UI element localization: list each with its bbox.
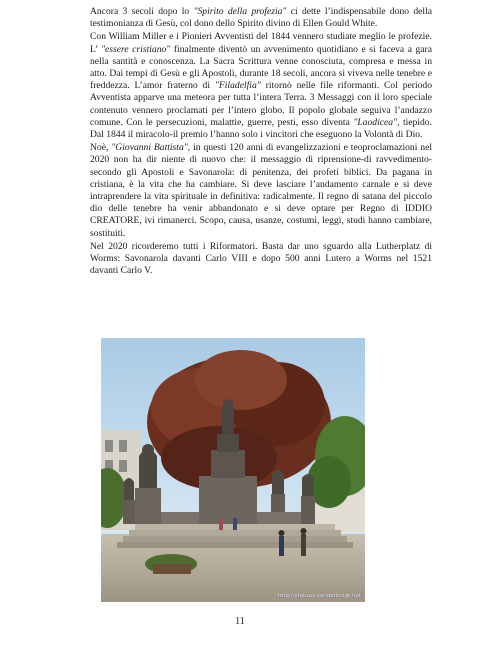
text-run: Ancora 3 secoli dopo lo (90, 6, 194, 17)
italic-quote: "Giovanni Battista" (111, 142, 188, 154)
text-run: Nel 2020 ricorderemo tutti i Riformatori. Basta dar uno sguardo alla Lutherplatz di Worms: Savonarola davanti Carlo VIII e dopo 500 anni Lutero a Worms nel 1521 davanti Carlo V. (90, 240, 432, 277)
paragraph (90, 31, 432, 141)
page-number: 11 (235, 616, 245, 627)
paragraph (90, 6, 432, 30)
text-run: , tiepido. Dal 1844 il miracolo-il premio l’hanno solo i vincitori che eseguono la Volontà di Dio. (90, 116, 432, 141)
italic-quote: "Spirito della profezia" (193, 6, 287, 17)
text-run: finalmente diventò un avvenimento quotidiano e si faceva a gara nella santità e conoscenza. La Sacra Scrittura venne conosciuta, compresa e messa in atto. Dai tempi di Gesù e gli Apostoli, durante 18 secoli, ancora si viveva nelle tenebre e freddezza. L’amor fraterno di (90, 43, 433, 92)
photo-credit: http://statues.vanderkrogt.net (277, 593, 361, 599)
paragraph (90, 241, 432, 278)
text-run: Noè, (90, 142, 112, 154)
luther-monument-photo (101, 338, 365, 602)
body-text (90, 6, 432, 278)
italic-quote: "Filadelfia" (214, 80, 261, 92)
paragraph (90, 142, 432, 240)
text-run: ritornò nelle file riformanti. Col periodo Avventista apparve una meteora per tutta l’intera Terra. 3 Messaggi con il loro speciale contenuto vennero proclamati per l’intero globo. Il popolo globale seguiva l’andazzo comune. Con le persecuzioni, malattie, guerre, pesti, esso diventa (90, 80, 433, 128)
text-run: Con William Miller e i Pionieri Avventisti del 1844 vennero studiate meglio le profezie. L’ (90, 31, 432, 55)
text-run: , in questi 120 anni di evangelizzazioni e teoproclamazioni nel 2020 non ha dir niente di nuovo che: il messaggio di riprensione-di ravvedimento-secondo gli Apostoli e Savonarola: di penitenza, dei profeti biblici. Da pagana in cristiana, è la vita che ha cambiare. Si deve lasciare l’andamento carnale e si deve intraprendere la vita spirituale in definitiva: radicalmente. Il regno di satana del piccolo dio delle tenebre ha venir abbandonato e si deve optare per Regno di IDDIO CREATORE, ivi rimanerci. Scopo, causa, usanze, costumi, leggi, studi hanno cambiare, sostituiti. (90, 142, 433, 239)
photo-illustration (101, 338, 365, 602)
italic-quote: "Laodicea" (353, 116, 398, 128)
text-run: ci dette l’indispensabile dono della testimonianza di Gesù, col dono dello Spirito divino di Ellen Gould White. (90, 6, 433, 30)
italic-quote: "essere cristiano" (101, 43, 171, 55)
